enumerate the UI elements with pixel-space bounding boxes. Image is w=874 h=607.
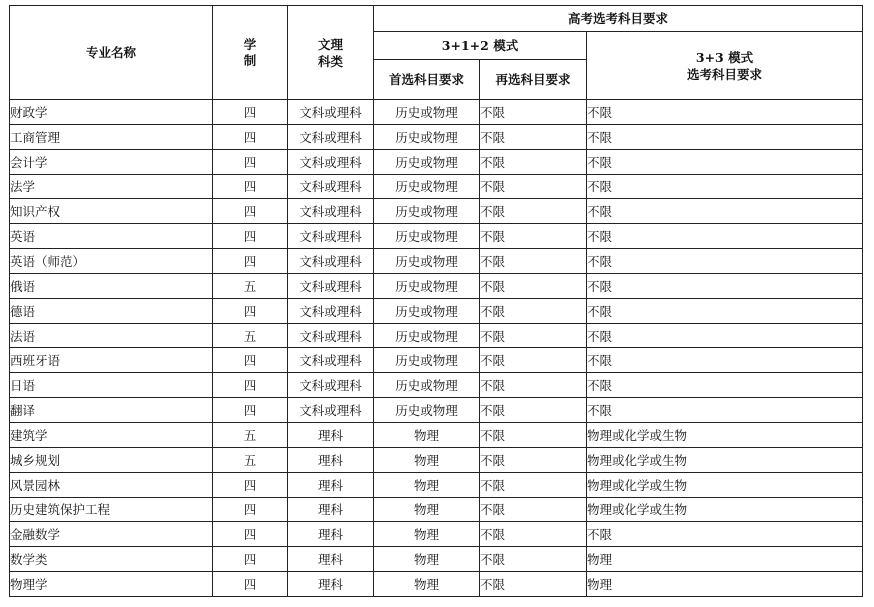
mode-33-requirement-cell: 不限 [587,298,863,323]
mode-33-requirement-cell: 不限 [587,249,863,274]
duration-cell: 四 [213,348,288,373]
mode-33-requirement-cell: 不限 [587,124,863,149]
table-row [10,348,863,373]
table-header [10,6,863,100]
subject-type-cell: 文科或理科 [288,273,374,298]
mode-33-requirement-cell: 不限 [587,373,863,398]
duration-cell: 四 [213,572,288,597]
first-choice-cell: 物理 [374,547,480,572]
second-choice-cell: 不限 [480,472,587,497]
duration-cell: 四 [213,224,288,249]
subject-type-cell: 理科 [288,447,374,472]
first-choice-cell: 历史或物理 [374,273,480,298]
second-choice-cell: 不限 [480,323,587,348]
second-choice-cell: 不限 [480,398,587,423]
mode-33-requirement-cell: 物理或化学或生物 [587,422,863,447]
header-first-choice: 首选科目要求 [374,60,480,100]
subject-type-cell: 文科或理科 [288,373,374,398]
table-row [10,124,863,149]
first-choice-cell: 历史或物理 [374,323,480,348]
header-subject-type [288,6,374,100]
first-choice-cell: 历史或物理 [374,398,480,423]
subject-type-cell: 文科或理科 [288,174,374,199]
major-requirements-table [9,5,863,597]
second-choice-cell: 不限 [480,373,587,398]
first-choice-cell: 历史或物理 [374,199,480,224]
duration-cell: 四 [213,373,288,398]
first-choice-cell: 物理 [374,422,480,447]
second-choice-cell: 不限 [480,572,587,597]
mode-33-requirement-cell: 物理或化学或生物 [587,447,863,472]
major-name-cell: 数学类 [10,547,213,572]
table-row [10,100,863,125]
subject-type-cell: 理科 [288,522,374,547]
major-name-cell: 城乡规划 [10,447,213,472]
duration-cell: 四 [213,398,288,423]
duration-cell: 五 [213,323,288,348]
major-name-cell: 日语 [10,373,213,398]
table-row [10,373,863,398]
table-row [10,249,863,274]
major-name-cell: 历史建筑保护工程 [10,497,213,522]
table-row [10,547,863,572]
first-choice-cell: 历史或物理 [374,124,480,149]
mode-33-requirement-cell: 不限 [587,199,863,224]
second-choice-cell: 不限 [480,422,587,447]
subject-type-cell: 文科或理科 [288,348,374,373]
duration-cell: 四 [213,547,288,572]
duration-cell: 四 [213,472,288,497]
mode-33-requirement-cell: 不限 [587,273,863,298]
major-name-cell: 建筑学 [10,422,213,447]
major-name-cell: 英语 [10,224,213,249]
major-name-cell: 俄语 [10,273,213,298]
major-name-cell: 风景园林 [10,472,213,497]
header-subject-type-line2: 科类 [317,53,343,69]
second-choice-cell: 不限 [480,522,587,547]
duration-cell: 五 [213,422,288,447]
header-mode-33-line2: 选考科目要求 [686,66,762,82]
subject-type-cell: 文科或理科 [288,224,374,249]
header-major-name: 专业名称 [10,6,213,100]
mode-33-requirement-cell: 不限 [587,348,863,373]
first-choice-cell: 物理 [374,572,480,597]
major-name-cell: 财政学 [10,100,213,125]
major-name-cell: 金融数学 [10,522,213,547]
subject-type-cell: 文科或理科 [288,100,374,125]
first-choice-cell: 历史或物理 [374,174,480,199]
duration-cell: 五 [213,273,288,298]
second-choice-cell: 不限 [480,199,587,224]
mode-33-requirement-cell: 不限 [587,149,863,174]
table-body [10,100,863,597]
header-mode-33-line1: 3+3 模式 [695,49,754,65]
table-row [10,149,863,174]
subject-type-cell: 理科 [288,422,374,447]
first-choice-cell: 历史或物理 [374,298,480,323]
duration-cell: 四 [213,174,288,199]
mode-33-requirement-cell: 不限 [587,224,863,249]
second-choice-cell: 不限 [480,224,587,249]
mode-33-requirement-cell: 不限 [587,522,863,547]
table-row [10,497,863,522]
first-choice-cell: 物理 [374,447,480,472]
first-choice-cell: 历史或物理 [374,249,480,274]
major-name-cell: 西班牙语 [10,348,213,373]
duration-cell: 四 [213,298,288,323]
table-row [10,224,863,249]
header-duration-text: 学制 [243,36,257,68]
table-row [10,472,863,497]
duration-cell: 四 [213,100,288,125]
major-name-cell: 物理学 [10,572,213,597]
subject-type-cell: 文科或理科 [288,398,374,423]
major-name-cell: 会计学 [10,149,213,174]
major-name-cell: 法学 [10,174,213,199]
mode-33-requirement-cell: 不限 [587,323,863,348]
second-choice-cell: 不限 [480,547,587,572]
duration-cell: 四 [213,522,288,547]
second-choice-cell: 不限 [480,298,587,323]
mode-33-requirement-cell: 物理 [587,572,863,597]
second-choice-cell: 不限 [480,149,587,174]
header-duration [213,6,288,100]
mode-33-requirement-cell: 物理或化学或生物 [587,472,863,497]
second-choice-cell: 不限 [480,100,587,125]
major-name-cell: 德语 [10,298,213,323]
mode-33-requirement-cell: 不限 [587,100,863,125]
subject-type-cell: 理科 [288,497,374,522]
subject-type-cell: 文科或理科 [288,298,374,323]
table-row [10,199,863,224]
second-choice-cell: 不限 [480,447,587,472]
second-choice-cell: 不限 [480,348,587,373]
mode-33-requirement-cell: 不限 [587,398,863,423]
major-name-cell: 英语（师范） [10,249,213,274]
major-name-cell: 知识产权 [10,199,213,224]
second-choice-cell: 不限 [480,174,587,199]
header-second-choice: 再选科目要求 [480,60,587,100]
subject-type-cell: 理科 [288,547,374,572]
major-name-cell: 工商管理 [10,124,213,149]
major-name-cell: 法语 [10,323,213,348]
header-gaokao-requirements: 高考选考科目要求 [374,6,863,32]
duration-cell: 四 [213,249,288,274]
duration-cell: 四 [213,199,288,224]
first-choice-cell: 历史或物理 [374,373,480,398]
table-row [10,273,863,298]
subject-type-cell: 文科或理科 [288,249,374,274]
table-row [10,174,863,199]
header-mode-312: 3+1+2 模式 [374,32,587,60]
duration-cell: 四 [213,124,288,149]
second-choice-cell: 不限 [480,249,587,274]
table-row [10,572,863,597]
mode-33-requirement-cell: 不限 [587,174,863,199]
subject-type-cell: 文科或理科 [288,124,374,149]
table-row [10,398,863,423]
major-name-cell: 翻译 [10,398,213,423]
first-choice-cell: 物理 [374,472,480,497]
second-choice-cell: 不限 [480,497,587,522]
subject-type-cell: 文科或理科 [288,199,374,224]
first-choice-cell: 物理 [374,522,480,547]
table-row [10,422,863,447]
table-row [10,323,863,348]
duration-cell: 四 [213,497,288,522]
header-subject-type-line1: 文理 [317,36,343,52]
subject-type-cell: 理科 [288,472,374,497]
subject-type-cell: 理科 [288,572,374,597]
duration-cell: 四 [213,149,288,174]
first-choice-cell: 历史或物理 [374,224,480,249]
duration-cell: 五 [213,447,288,472]
table-row [10,447,863,472]
first-choice-cell: 物理 [374,497,480,522]
first-choice-cell: 历史或物理 [374,348,480,373]
subject-type-cell: 文科或理科 [288,149,374,174]
subject-type-cell: 文科或理科 [288,323,374,348]
first-choice-cell: 历史或物理 [374,100,480,125]
first-choice-cell: 历史或物理 [374,149,480,174]
header-mode-33 [587,32,863,100]
table-row [10,298,863,323]
mode-33-requirement-cell: 物理 [587,547,863,572]
mode-33-requirement-cell: 物理或化学或生物 [587,497,863,522]
table-row [10,522,863,547]
second-choice-cell: 不限 [480,124,587,149]
second-choice-cell: 不限 [480,273,587,298]
